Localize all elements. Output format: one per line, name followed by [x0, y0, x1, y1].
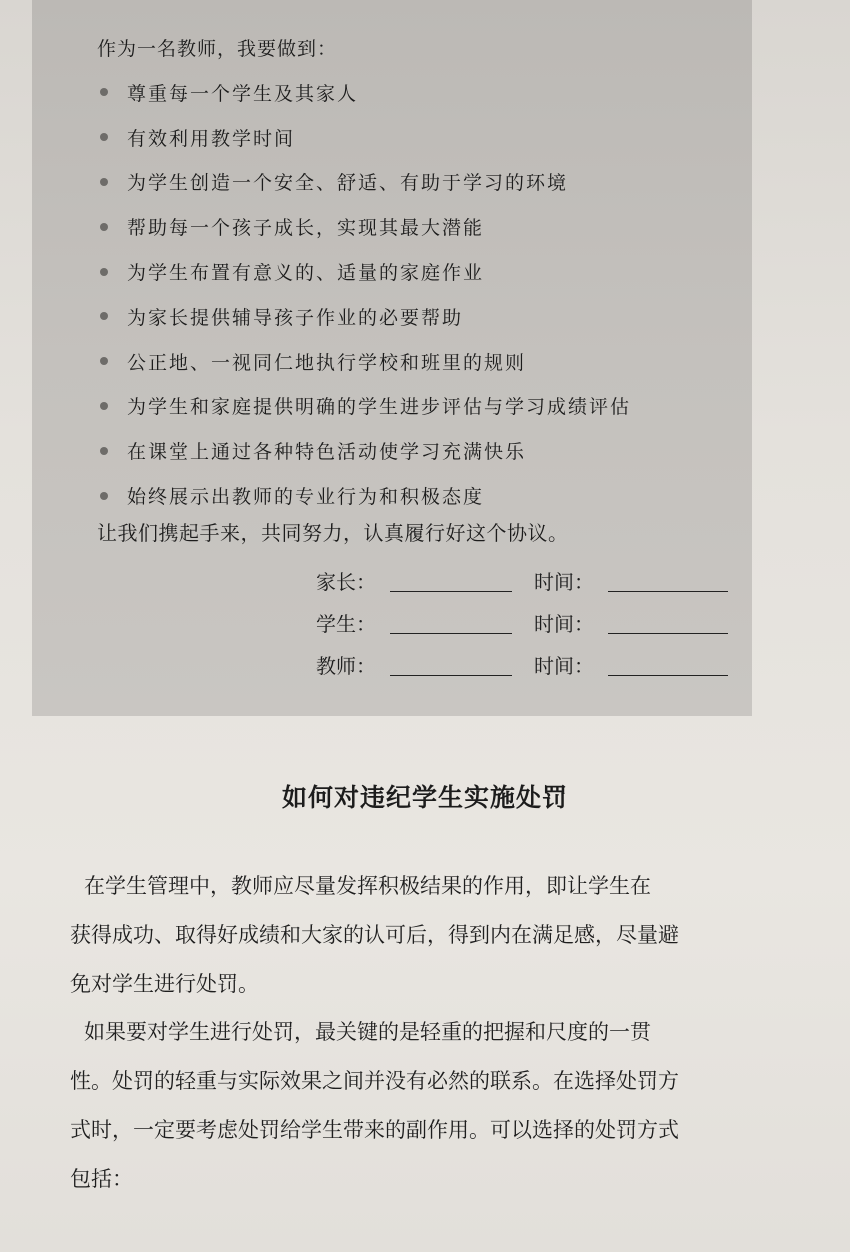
list-item [100, 384, 631, 429]
bullet-icon [100, 178, 108, 186]
signature-role-label: 学生： [316, 612, 376, 636]
paragraph-line: 性。处罚的轻重与实际效果之间并没有必然的联系。在选择处罚方 [70, 1069, 679, 1093]
list-item [100, 294, 631, 339]
list-item-text: 为学生布置有意义的、适量的家庭作业 [127, 262, 485, 285]
list-item [100, 115, 631, 160]
time-blank [608, 591, 728, 592]
bullet-icon [100, 357, 108, 365]
contract-intro: 作为一名教师，我要做到： [97, 38, 338, 60]
list-item [100, 249, 631, 294]
paragraph-line: 如果要对学生进行处罚，最关键的是轻重的把握和尺度的一贯 [84, 1020, 651, 1044]
signature-role-label: 家长： [316, 570, 376, 594]
list-item [100, 428, 631, 473]
contract-closing: 让我们携起手来，共同努力，认真履行好这个协议。 [97, 521, 569, 545]
list-item-text: 在课堂上通过各种特色活动使学习充满快乐 [127, 441, 527, 464]
bullet-icon [100, 268, 108, 276]
bullet-icon [100, 402, 108, 410]
list-item-text: 为家长提供辅导孩子作业的必要帮助 [127, 306, 464, 329]
bullet-icon [100, 133, 108, 141]
list-item-text: 始终展示出教师的专业行为和积极态度 [127, 486, 485, 509]
list-item-text: 帮助每一个孩子成长，实现其最大潜能 [127, 217, 485, 240]
paragraph-line: 免对学生进行处罚。 [70, 972, 259, 996]
signature-time-label: 时间： [534, 654, 594, 678]
bullet-icon [100, 492, 108, 500]
bullet-icon [100, 223, 108, 231]
signature-time-label: 时间： [534, 570, 594, 594]
list-item-text: 公正地、一视同仁地执行学校和班里的规则 [127, 351, 527, 374]
list-item [100, 339, 631, 384]
signature-row-teacher [316, 650, 736, 680]
bullet-icon [100, 88, 108, 96]
signature-blank [390, 591, 512, 592]
paragraph-line: 在学生管理中，教师应尽量发挥积极结果的作用，即让学生在 [84, 874, 651, 898]
paragraph-line: 式时，一定要考虑处罚给学生带来的副作用。可以选择的处罚方式 [70, 1118, 679, 1142]
commitment-list [100, 70, 631, 518]
paragraph-1 [70, 862, 770, 1009]
signature-blank [390, 675, 512, 676]
signature-blank [390, 633, 512, 634]
time-blank [608, 633, 728, 634]
signature-row-parent [316, 566, 736, 596]
paragraph-2 [70, 1008, 770, 1204]
bullet-icon [100, 312, 108, 320]
list-item-text: 为学生和家庭提供明确的学生进步评估与学习成绩评估 [127, 396, 632, 419]
signature-role-label: 教师： [316, 654, 376, 678]
list-item-text: 为学生创造一个安全、舒适、有助于学习的环境 [127, 172, 569, 195]
paragraph-line: 获得成功、取得好成绩和大家的认可后，得到内在满足感，尽量避 [70, 923, 679, 947]
list-item [100, 160, 631, 205]
bullet-icon [100, 447, 108, 455]
time-blank [608, 675, 728, 676]
list-item [100, 70, 631, 115]
paragraph-line: 包括： [70, 1167, 133, 1191]
list-item [100, 473, 631, 518]
list-item-text: 尊重每一个学生及其家人 [127, 82, 359, 105]
signature-row-student [316, 608, 736, 638]
list-item-text: 有效利用教学时间 [127, 127, 296, 150]
section-title: 如何对违纪学生实施处罚 [281, 783, 568, 812]
list-item [100, 204, 631, 249]
signature-time-label: 时间： [534, 612, 594, 636]
